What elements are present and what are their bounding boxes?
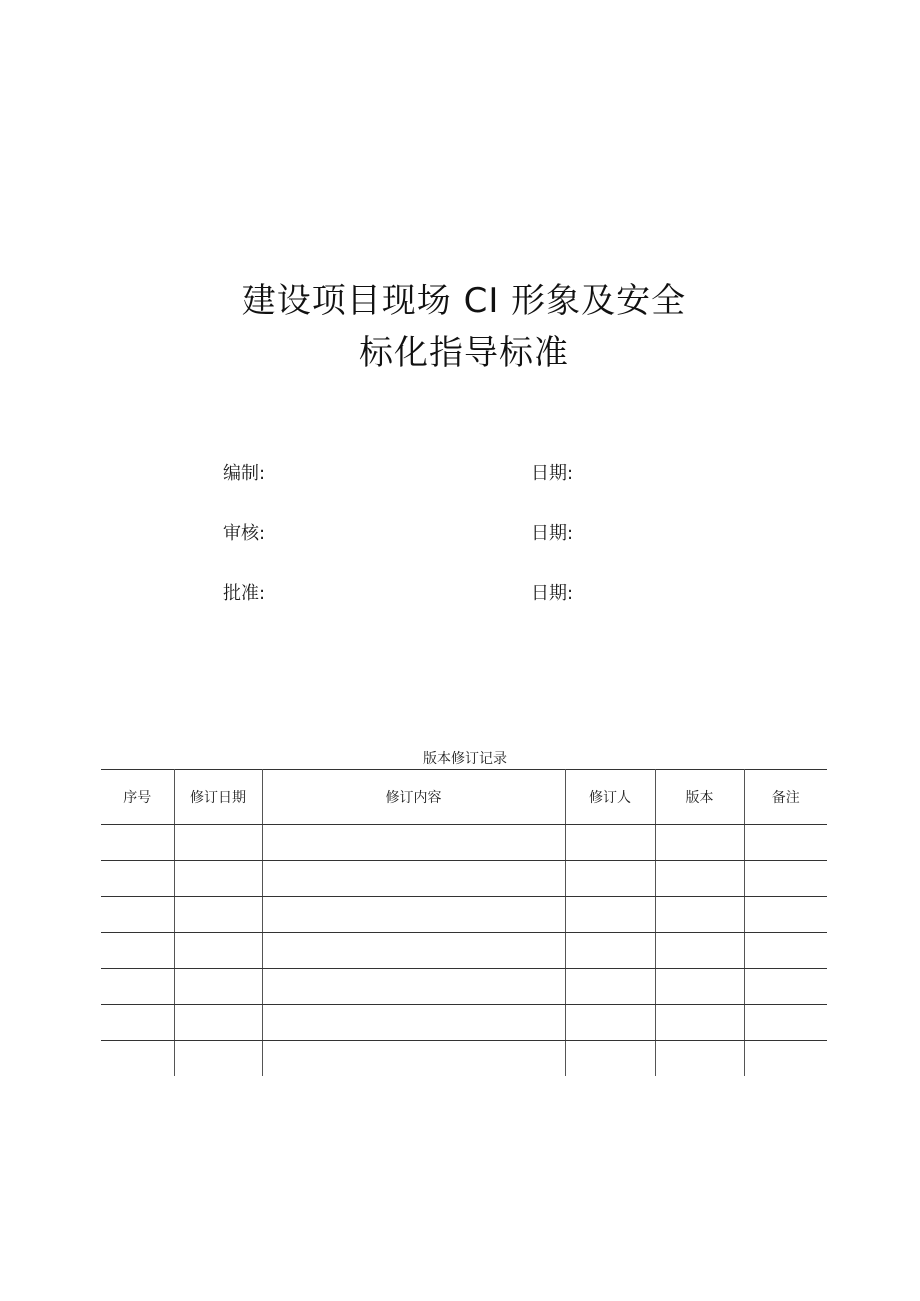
table-cell — [655, 933, 744, 969]
table-cell — [565, 1041, 655, 1077]
table-cell — [101, 969, 174, 1005]
table-cell — [744, 1005, 827, 1041]
table-cell — [262, 933, 565, 969]
table-cell — [101, 1005, 174, 1041]
revision-table-header-row — [101, 770, 827, 825]
table-cell — [262, 1005, 565, 1041]
table-cell — [565, 1005, 655, 1041]
table-row — [101, 861, 827, 897]
table-cell — [262, 1041, 565, 1077]
header-serial-number: 序号 — [101, 770, 174, 825]
header-reviser: 修订人 — [565, 770, 655, 825]
table-cell — [565, 969, 655, 1005]
table-cell — [174, 969, 262, 1005]
table-cell — [174, 1041, 262, 1077]
reviewed-date-label: 日期: — [531, 523, 574, 544]
header-version: 版本 — [655, 770, 744, 825]
table-cell — [655, 825, 744, 861]
table-cell — [262, 861, 565, 897]
table-cell — [174, 933, 262, 969]
table-row — [101, 825, 827, 861]
table-cell — [655, 1005, 744, 1041]
table-row — [101, 1041, 827, 1077]
table-cell — [262, 969, 565, 1005]
table-cell — [174, 897, 262, 933]
table-cell — [101, 1041, 174, 1077]
table-cell — [262, 825, 565, 861]
approved-date-label: 日期: — [531, 583, 574, 604]
table-cell — [744, 897, 827, 933]
table-row — [101, 969, 827, 1005]
table-cell — [101, 933, 174, 969]
table-cell — [655, 861, 744, 897]
compiled-by-label: 编制: — [223, 463, 266, 484]
table-cell — [655, 897, 744, 933]
table-cell — [655, 1041, 744, 1077]
header-revision-date: 修订日期 — [174, 770, 262, 825]
table-cell — [744, 1041, 827, 1077]
table-cell — [565, 933, 655, 969]
revision-table-caption: 版本修订记录 — [423, 751, 507, 767]
table-cell — [565, 825, 655, 861]
table-cell — [565, 897, 655, 933]
table-cell — [262, 897, 565, 933]
table-cell — [565, 861, 655, 897]
reviewed-by-label: 审核: — [223, 523, 266, 544]
table-cell — [744, 969, 827, 1005]
table-cell — [744, 825, 827, 861]
table-cell — [744, 933, 827, 969]
table-cell — [174, 825, 262, 861]
table-row — [101, 897, 827, 933]
document-title-line-1: 建设项目现场 CI 形象及安全 — [241, 281, 687, 321]
table-cell — [655, 969, 744, 1005]
header-revision-content: 修订内容 — [262, 770, 565, 825]
table-cell — [101, 861, 174, 897]
revision-table — [101, 769, 827, 1076]
table-row — [101, 933, 827, 969]
table-cell — [101, 897, 174, 933]
header-remarks: 备注 — [744, 770, 827, 825]
compiled-date-label: 日期: — [531, 463, 574, 484]
table-cell — [174, 861, 262, 897]
table-cell — [174, 1005, 262, 1041]
table-row — [101, 1005, 827, 1041]
table-cell — [744, 861, 827, 897]
approved-by-label: 批准: — [223, 583, 266, 604]
document-title-line-2: 标化指导标准 — [359, 333, 569, 373]
table-cell — [101, 825, 174, 861]
